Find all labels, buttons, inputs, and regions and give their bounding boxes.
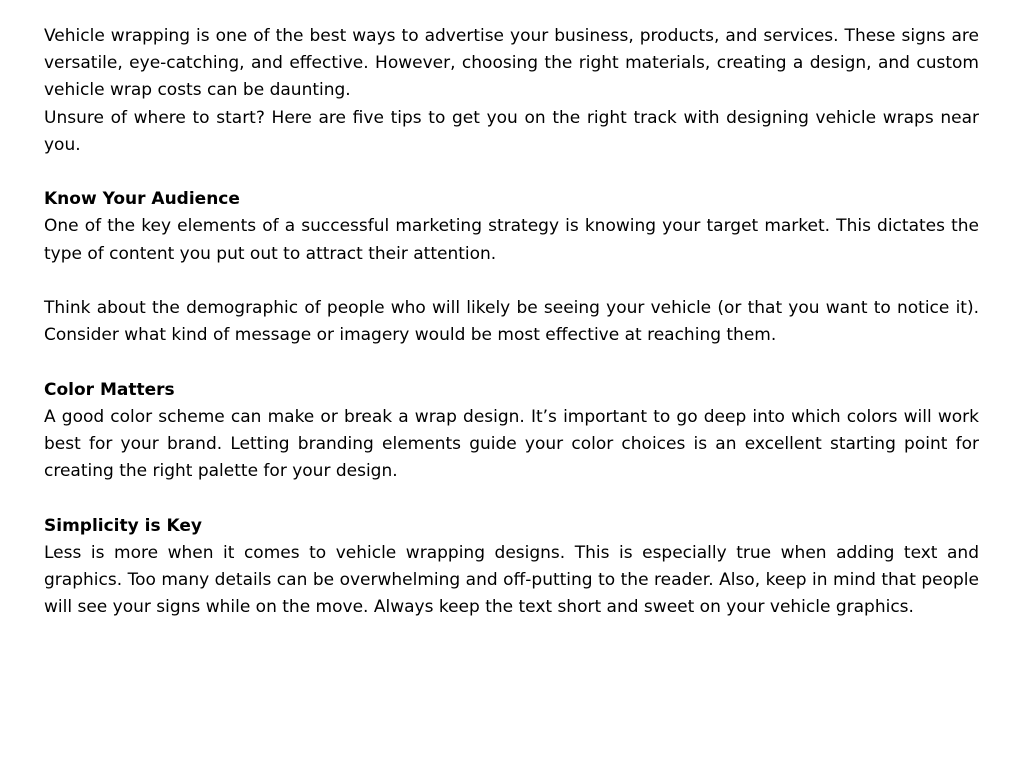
section-paragraph: Think about the demographic of people who will likely be seeing your vehicle (or that you want to notice it). Consider what kind of message or imagery would be most effective at reaching them. (44, 298, 979, 346)
section-heading: Color Matters (44, 379, 175, 400)
spacer (44, 159, 979, 186)
section-heading: Simplicity is Key (44, 515, 202, 536)
intro-paragraph: Unsure of where to start? Here are five tips to get you on the right track with designing vehicle wraps near you. (44, 107, 979, 155)
spacer (44, 349, 979, 376)
slide-content (44, 23, 979, 621)
section-paragraph: A good color scheme can make or break a wrap design. It’s important to go deep into which colors will work best for your brand. Letting branding elements guide your color choices is an excellent starting point for creating the right palette for your design. (44, 406, 979, 482)
section-heading: Know Your Audience (44, 189, 240, 210)
section-paragraph: Less is more when it comes to vehicle wrapping designs. This is especially true when adding text and graphics. Too many details can be overwhelming and off-putting to the reader. Also, keep in mind that people will see your signs while on the move. Always keep the text short and sweet on your vehicle graphics. (44, 542, 979, 618)
spacer (44, 268, 979, 295)
spacer (44, 485, 979, 512)
section-paragraph: One of the key elements of a successful marketing strategy is knowing your target market. This dictates the type of content you put out to attract their attention. (44, 216, 979, 264)
intro-paragraph: Vehicle wrapping is one of the best ways to advertise your business, products, and services. These signs are versatile, eye-catching, and effective. However, choosing the right materials, creating a design, and custom vehicle wrap costs can be daunting. (44, 26, 979, 101)
